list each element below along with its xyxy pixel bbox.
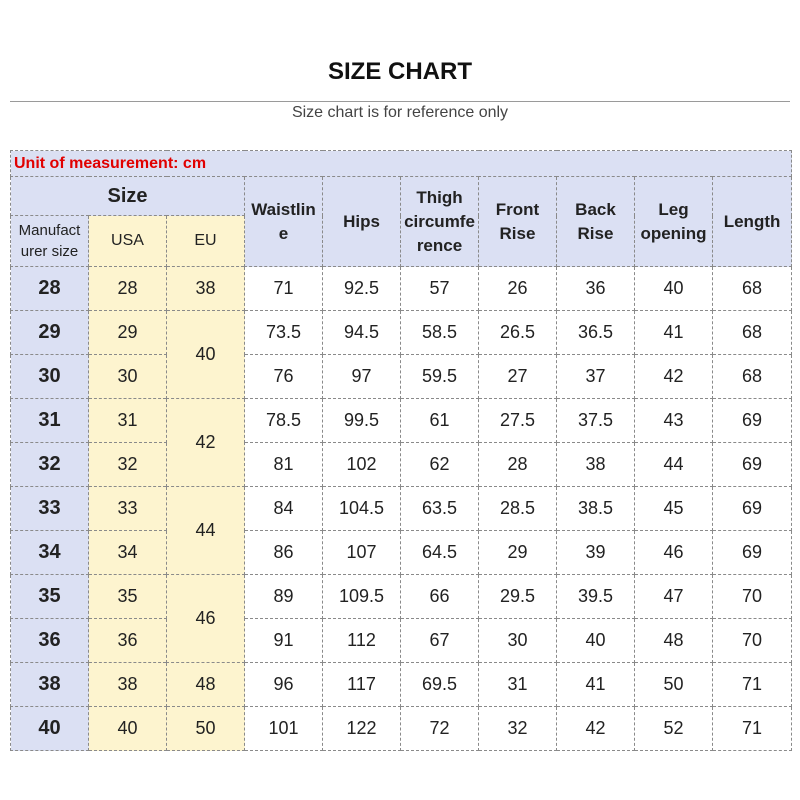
- length-cell: 69: [713, 487, 792, 531]
- table-row: [11, 575, 792, 619]
- waistline-cell: 89: [245, 575, 323, 619]
- usa-size-cell: 33: [89, 487, 167, 531]
- thigh-cell: 72: [401, 707, 479, 751]
- hips-cell: 117: [323, 663, 401, 707]
- front-rise-cell: 29: [479, 531, 557, 575]
- table-row: [11, 663, 792, 707]
- table-row: [11, 355, 792, 399]
- leg-opening-cell: 41: [635, 311, 713, 355]
- manufacturer-size-cell: 35: [11, 575, 89, 619]
- waistline-cell: 76: [245, 355, 323, 399]
- waistline-cell: 91: [245, 619, 323, 663]
- usa-size-cell: 35: [89, 575, 167, 619]
- usa-size-cell: 40: [89, 707, 167, 751]
- front-rise-cell: 30: [479, 619, 557, 663]
- table-row: [11, 707, 792, 751]
- back-rise-header: Back Rise: [557, 177, 635, 267]
- thigh-cell: 64.5: [401, 531, 479, 575]
- hips-header: Hips: [323, 177, 401, 267]
- back-rise-cell: 36.5: [557, 311, 635, 355]
- hips-cell: 99.5: [323, 399, 401, 443]
- manufacturer-size-cell: 30: [11, 355, 89, 399]
- length-cell: 71: [713, 663, 792, 707]
- front-rise-cell: 29.5: [479, 575, 557, 619]
- table-row: [11, 267, 792, 311]
- back-rise-cell: 42: [557, 707, 635, 751]
- thigh-cell: 62: [401, 443, 479, 487]
- hips-cell: 97: [323, 355, 401, 399]
- front-rise-cell: 27.5: [479, 399, 557, 443]
- back-rise-cell: 37: [557, 355, 635, 399]
- front-rise-cell: 31: [479, 663, 557, 707]
- leg-opening-cell: 46: [635, 531, 713, 575]
- hips-cell: 104.5: [323, 487, 401, 531]
- size-header: Size: [11, 177, 245, 216]
- unit-note: Unit of measurement: cm: [11, 151, 792, 177]
- manufacturer-size-cell: 38: [11, 663, 89, 707]
- thigh-cell: 57: [401, 267, 479, 311]
- leg-opening-header: Leg opening: [635, 177, 713, 267]
- usa-size-cell: 36: [89, 619, 167, 663]
- usa-size-cell: 28: [89, 267, 167, 311]
- leg-opening-cell: 44: [635, 443, 713, 487]
- length-cell: 69: [713, 443, 792, 487]
- back-rise-cell: 39.5: [557, 575, 635, 619]
- eu-size-cell: 42: [167, 399, 245, 487]
- usa-size-cell: 29: [89, 311, 167, 355]
- usa-size-cell: 38: [89, 663, 167, 707]
- waistline-cell: 81: [245, 443, 323, 487]
- length-cell: 68: [713, 311, 792, 355]
- waistline-header: Waistlin e: [245, 177, 323, 267]
- eu-size-cell: 46: [167, 575, 245, 663]
- page-title: SIZE CHART: [328, 58, 472, 85]
- usa-size-cell: 32: [89, 443, 167, 487]
- eu-size-cell: 44: [167, 487, 245, 575]
- front-rise-header: Front Rise: [479, 177, 557, 267]
- eu-size-cell: 50: [167, 707, 245, 751]
- leg-opening-cell: 43: [635, 399, 713, 443]
- front-rise-cell: 28.5: [479, 487, 557, 531]
- usa-size-cell: 34: [89, 531, 167, 575]
- hips-cell: 109.5: [323, 575, 401, 619]
- hips-cell: 112: [323, 619, 401, 663]
- waistline-cell: 86: [245, 531, 323, 575]
- length-cell: 70: [713, 619, 792, 663]
- front-rise-cell: 32: [479, 707, 557, 751]
- length-cell: 69: [713, 399, 792, 443]
- thigh-cell: 58.5: [401, 311, 479, 355]
- length-cell: 70: [713, 575, 792, 619]
- waistline-cell: 73.5: [245, 311, 323, 355]
- thigh-header: Thigh circumfe rence: [401, 177, 479, 267]
- manufacturer-size-cell: 36: [11, 619, 89, 663]
- table-row: [11, 399, 792, 443]
- back-rise-cell: 38.5: [557, 487, 635, 531]
- leg-opening-cell: 47: [635, 575, 713, 619]
- eu-header: EU: [167, 216, 245, 267]
- front-rise-cell: 27: [479, 355, 557, 399]
- waistline-cell: 84: [245, 487, 323, 531]
- manufacturer-size-cell: 29: [11, 311, 89, 355]
- thigh-cell: 69.5: [401, 663, 479, 707]
- back-rise-cell: 36: [557, 267, 635, 311]
- hips-cell: 107: [323, 531, 401, 575]
- eu-size-cell: 38: [167, 267, 245, 311]
- table-row: [11, 311, 792, 355]
- usa-size-cell: 30: [89, 355, 167, 399]
- subtitle: Size chart is for reference only: [291, 104, 509, 121]
- size-chart-table: [10, 150, 792, 751]
- eu-size-cell: 48: [167, 663, 245, 707]
- manufacturer-size-cell: 31: [11, 399, 89, 443]
- hips-cell: 94.5: [323, 311, 401, 355]
- length-cell: 69: [713, 531, 792, 575]
- back-rise-cell: 41: [557, 663, 635, 707]
- leg-opening-cell: 52: [635, 707, 713, 751]
- thigh-cell: 63.5: [401, 487, 479, 531]
- length-header: Length: [713, 177, 792, 267]
- hips-cell: 92.5: [323, 267, 401, 311]
- leg-opening-cell: 42: [635, 355, 713, 399]
- back-rise-cell: 37.5: [557, 399, 635, 443]
- usa-size-cell: 31: [89, 399, 167, 443]
- leg-opening-cell: 45: [635, 487, 713, 531]
- leg-opening-cell: 50: [635, 663, 713, 707]
- thigh-cell: 61: [401, 399, 479, 443]
- manufacturer-size-header: Manufact urer size: [11, 216, 89, 267]
- waistline-cell: 71: [245, 267, 323, 311]
- leg-opening-cell: 40: [635, 267, 713, 311]
- front-rise-cell: 26: [479, 267, 557, 311]
- front-rise-cell: 28: [479, 443, 557, 487]
- waistline-cell: 96: [245, 663, 323, 707]
- title-divider: [10, 101, 790, 102]
- manufacturer-size-cell: 28: [11, 267, 89, 311]
- thigh-cell: 66: [401, 575, 479, 619]
- manufacturer-size-cell: 32: [11, 443, 89, 487]
- length-cell: 68: [713, 267, 792, 311]
- table-row: [11, 487, 792, 531]
- leg-opening-cell: 48: [635, 619, 713, 663]
- manufacturer-size-cell: 34: [11, 531, 89, 575]
- thigh-cell: 59.5: [401, 355, 479, 399]
- waistline-cell: 78.5: [245, 399, 323, 443]
- hips-cell: 122: [323, 707, 401, 751]
- eu-size-cell: 40: [167, 311, 245, 399]
- manufacturer-size-cell: 33: [11, 487, 89, 531]
- back-rise-cell: 39: [557, 531, 635, 575]
- table-row: [11, 531, 792, 575]
- back-rise-cell: 40: [557, 619, 635, 663]
- front-rise-cell: 26.5: [479, 311, 557, 355]
- waistline-cell: 101: [245, 707, 323, 751]
- back-rise-cell: 38: [557, 443, 635, 487]
- table-row: [11, 443, 792, 487]
- usa-header: USA: [89, 216, 167, 267]
- table-row: [11, 619, 792, 663]
- length-cell: 71: [713, 707, 792, 751]
- manufacturer-size-cell: 40: [11, 707, 89, 751]
- thigh-cell: 67: [401, 619, 479, 663]
- hips-cell: 102: [323, 443, 401, 487]
- length-cell: 68: [713, 355, 792, 399]
